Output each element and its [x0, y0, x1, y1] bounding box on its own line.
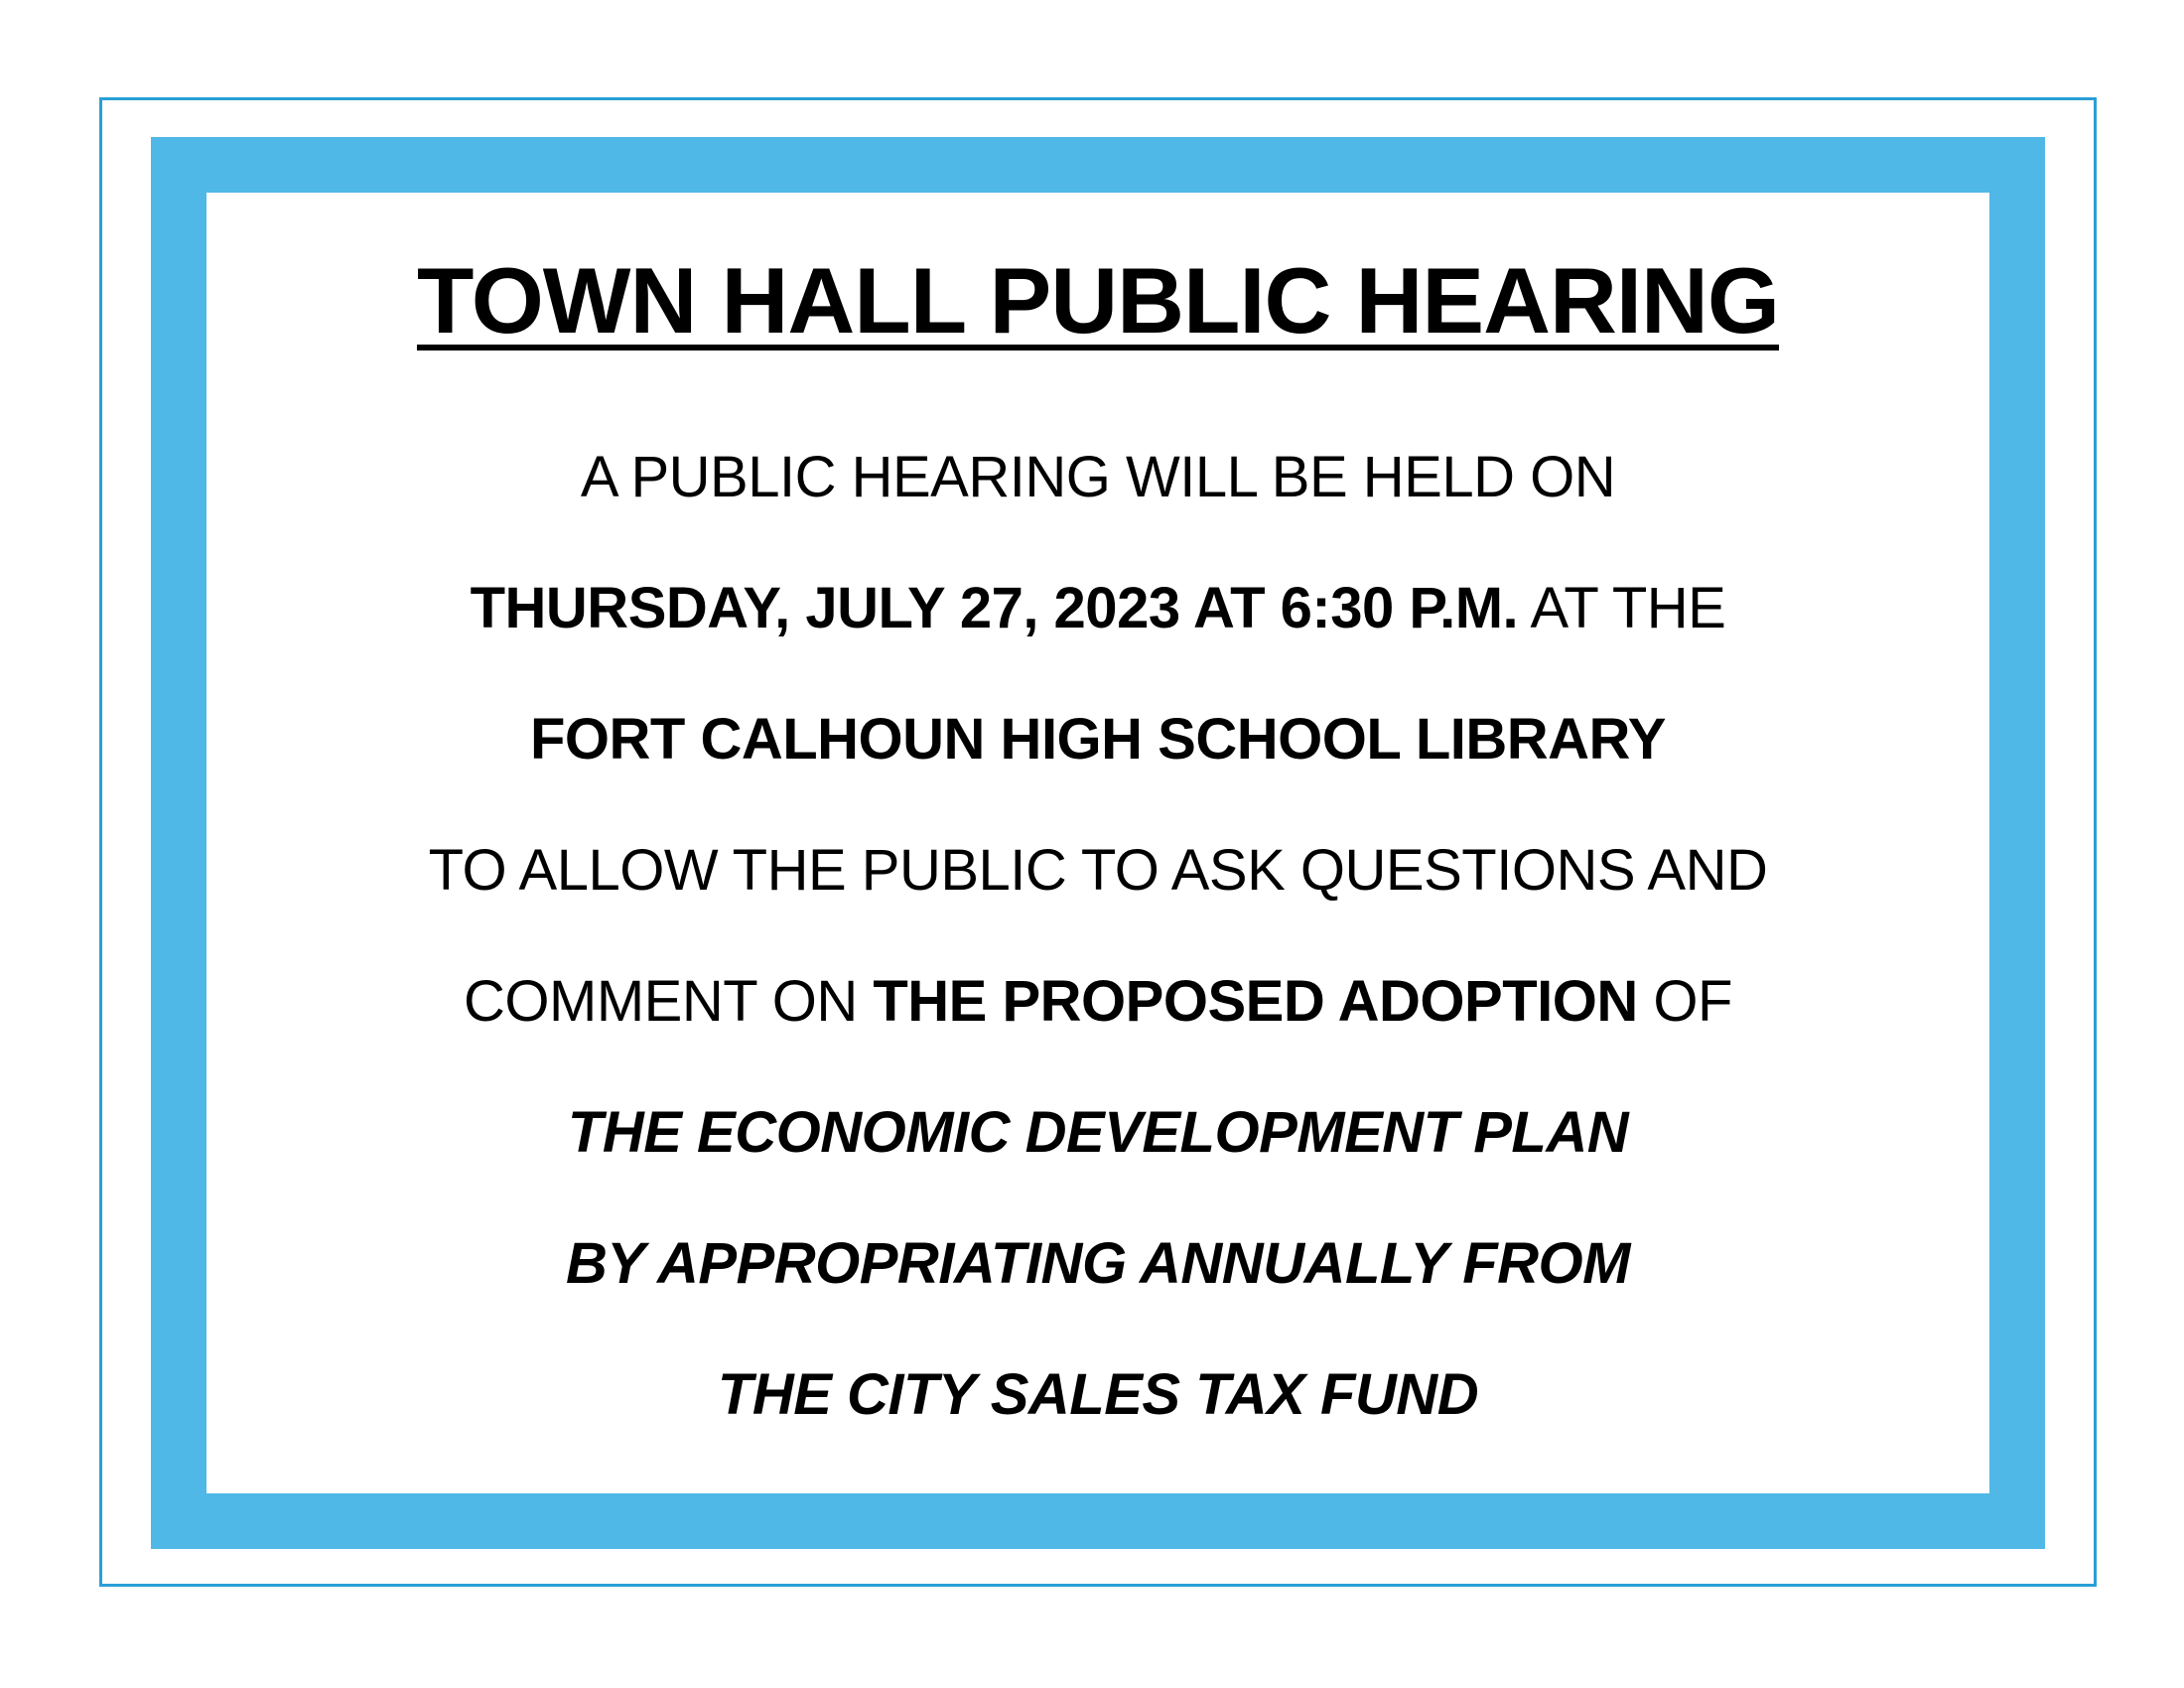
- date-time-suffix: AT THE: [1518, 576, 1726, 640]
- date-time-line: [206, 576, 1989, 640]
- plan-text: THE ECONOMIC DEVELOPMENT PLAN: [567, 1100, 1629, 1165]
- fund-text: THE CITY SALES TAX FUND: [717, 1362, 1479, 1427]
- purpose-line: [206, 838, 1989, 903]
- purpose-text: TO ALLOW THE PUBLIC TO ASK QUESTIONS AND: [428, 838, 1768, 903]
- date-time-text: THURSDAY, JULY 27, 2023 AT 6:30 P.M.: [470, 576, 1519, 640]
- appropriation-line: [206, 1231, 1989, 1296]
- comment-line: [206, 969, 1989, 1034]
- notice-content: [206, 193, 1989, 1493]
- fund-line: [206, 1362, 1989, 1427]
- appropriation-text: BY APPROPRIATING ANNUALLY FROM: [566, 1231, 1630, 1296]
- plan-line: [206, 1100, 1989, 1165]
- notice-title: TOWN HALL PUBLIC HEARING: [416, 248, 1780, 352]
- hearing-announcement-line: [206, 445, 1989, 509]
- comment-suffix: OF: [1637, 969, 1732, 1034]
- hearing-announcement-text: A PUBLIC HEARING WILL BE HELD ON: [580, 445, 1616, 509]
- proposed-adoption-text: THE PROPOSED ADOPTION: [873, 969, 1638, 1034]
- location-line: [206, 707, 1989, 772]
- location-text: FORT CALHOUN HIGH SCHOOL LIBRARY: [530, 707, 1666, 772]
- comment-prefix: COMMENT ON: [464, 969, 874, 1034]
